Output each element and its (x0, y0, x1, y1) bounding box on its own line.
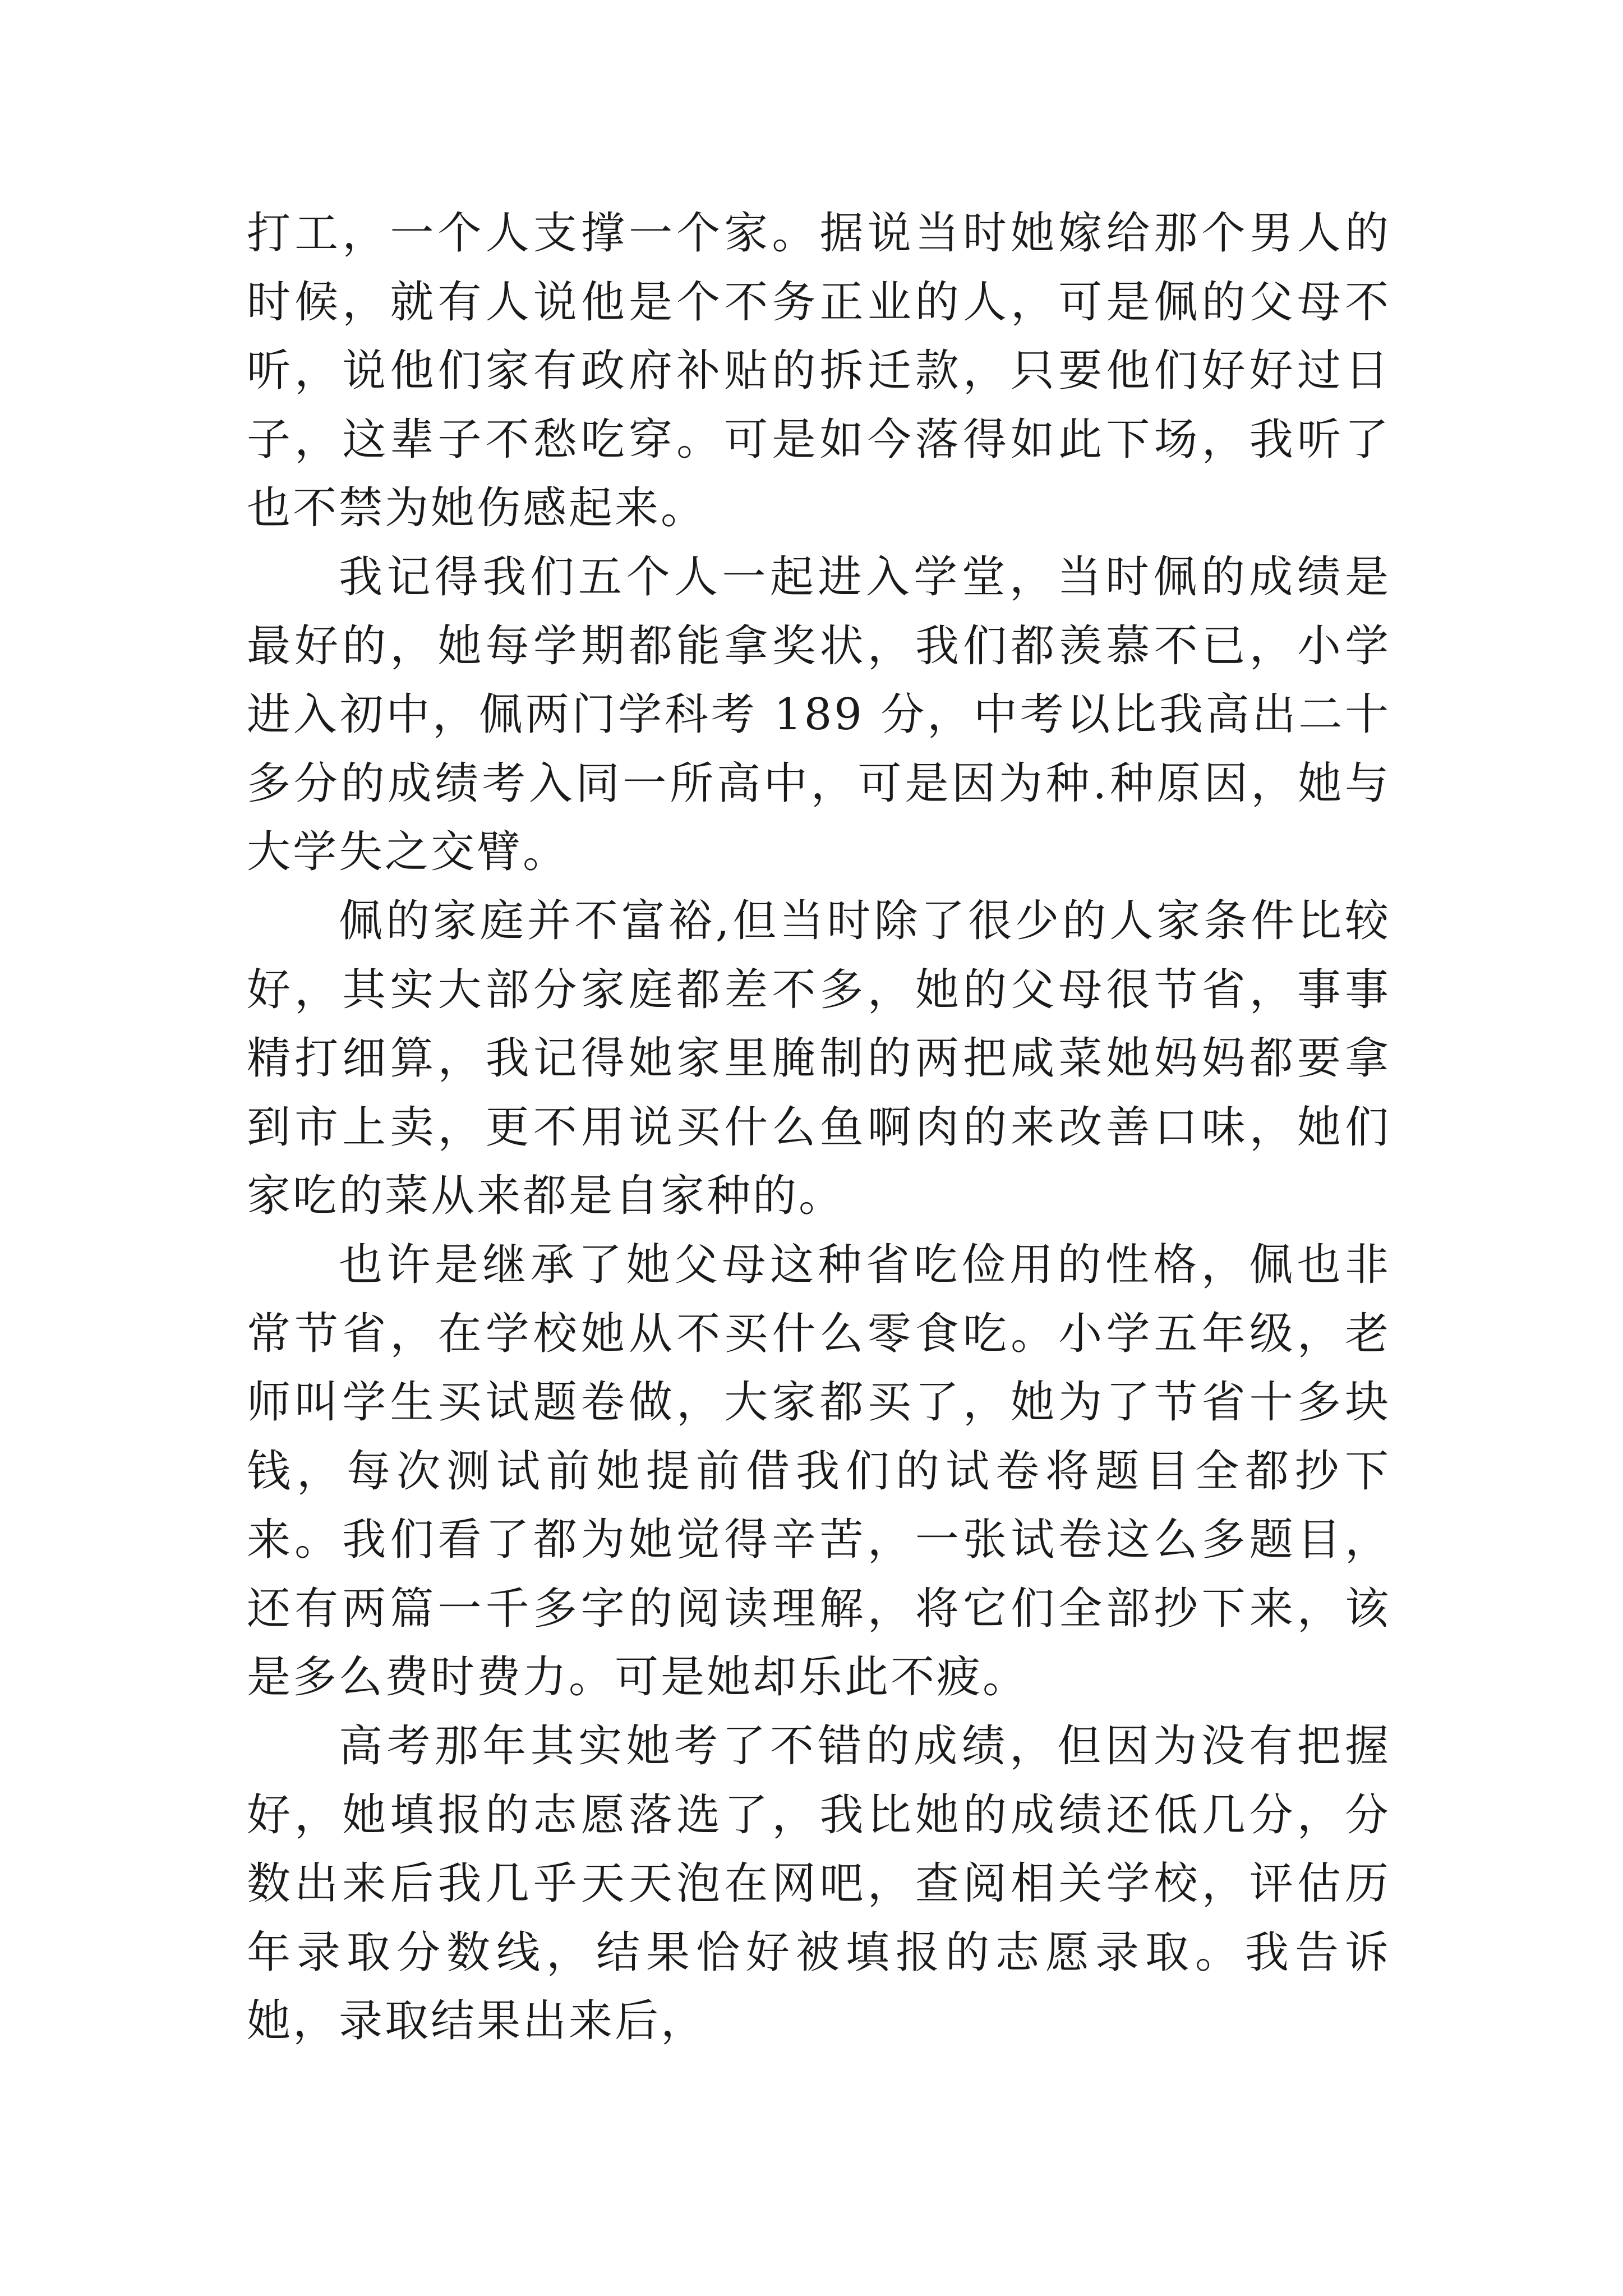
paragraph-2: 我记得我们五个人一起进入学堂，当时佩的成绩是最好的，她每学期都能拿奖状，我们都羡慕不已，小学进入初中，佩两门学科考 189 分，中考以比我高出二十多分的成绩考入同一所高中，可是因为种.种原因，她与大学失之交臂。 (247, 551, 1391, 878)
body-text (247, 199, 1391, 2056)
paragraph-1: 打工，一个人支撑一个家。据说当时她嫁给那个男人的时候，就有人说他是个不务正业的人，可是佩的父母不听，说他们家有政府补贴的拆迁款，只要他们好好过日子，这辈子不愁吃穿。可是如今落得如此下场，我听了也不禁为她伤感起来。 (247, 208, 1391, 534)
paragraph-5: 高考那年其实她考了不错的成绩，但因为没有把握好，她填报的志愿落选了，我比她的成绩还低几分，分数出来后我几乎天天泡在网吧，查阅相关学校，评估历年录取分数线，结果恰好被填报的志愿录取。我告诉她，录取结果出来后， (247, 1721, 1391, 2047)
paragraph-3: 佩的家庭并不富裕,但当时除了很少的人家条件比较好，其实大部分家庭都差不多，她的父母很节省，事事精打细算，我记得她家里腌制的两把咸菜她妈妈都要拿到市上卖，更不用说买什么鱼啊肉的来改善口味，她们家吃的菜从来都是自家种的。 (247, 895, 1391, 1222)
paragraph-4: 也许是继承了她父母这种省吃俭用的性格，佩也非常节省，在学校她从不买什么零食吃。小学五年级，老师叫学生买试题卷做，大家都买了，她为了节省十多块钱，每次测试前她提前借我们的试卷将题目全都抄下来。我们看了都为她觉得辛苦，一张试卷这么多题目，还有两篇一千多字的阅读理解，将它们全部抄下来，该是多么费时费力。可是她却乐此不疲。 (247, 1239, 1391, 1703)
